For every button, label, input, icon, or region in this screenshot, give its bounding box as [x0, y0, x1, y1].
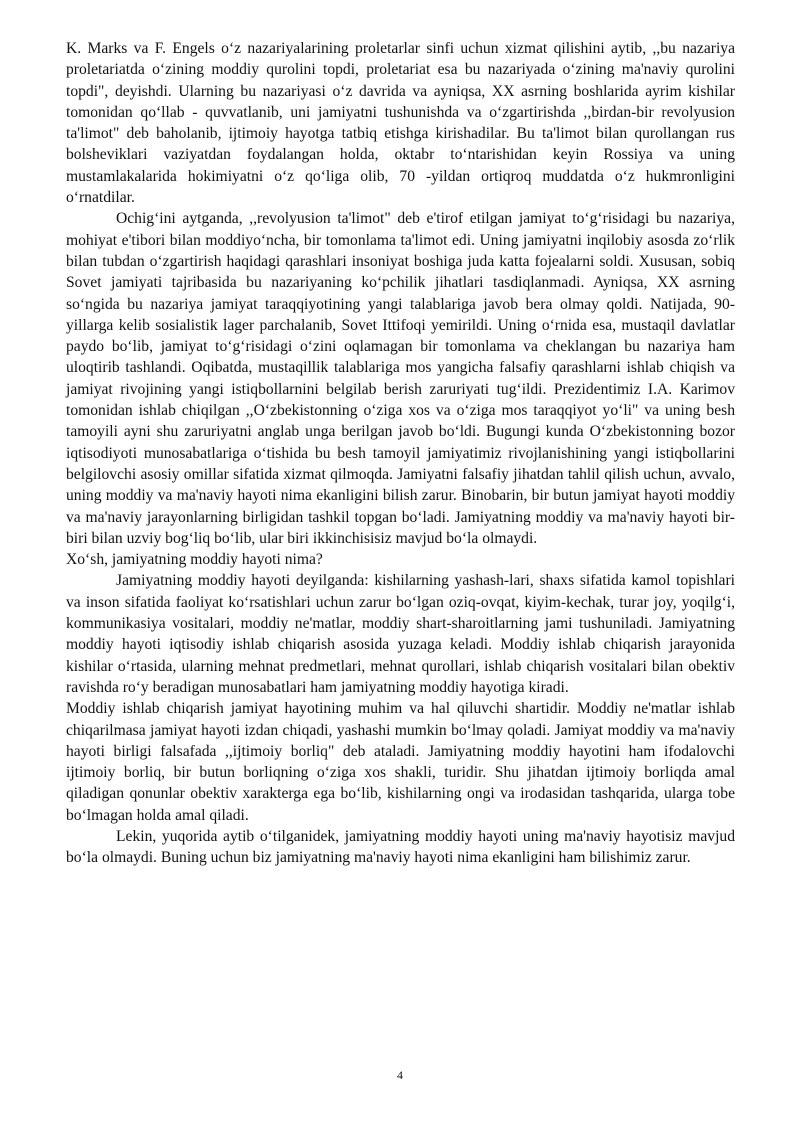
paragraph-5: Lekin, yuqorida aytib o‘tilganidek, jamiyatning moddiy hayoti uning ma'naviy hayotisiz mavjud bo‘la olmaydi. Buning uchun biz jamiyatning ma'naviy hayoti nima ekanligini ham bilishimiz zarur. [66, 827, 735, 867]
paragraph-2: Ochig‘ini aytganda, ,,revolyusion ta'limot" deb e'tirof etilgan jamiyat to‘g‘risidagi bu nazariya, mohiyat e'tibori bilan moddiyo‘ncha, bir tomonlama ta'limot edi. Uning jamiyatni inqilobiy asosda zo‘rlik bilan tubdan o‘zgartirish haqidagi qarashlari insoniyat boshiga juda katta fojealarni soldi. Xususan, sobiq Sovet jamiyati tajribasida bu nazariyaning ko‘pchilik jihatlari tasdiqlanmadi. Ayniqsa, XX asrning so‘ngida bu nazariya jamiyat taraqqiyotining yangi talablariga javob bera olmay qoldi. Natijada, 90-yillarga kelib sosialistik lager parchalanib, Sovet Ittifoqi yemirildi. Uning o‘rnida esa, mustaqil davlatlar paydo bo‘lib, jamiyat to‘g‘risidagi o‘zini oqlamagan bir tomonlama va cheklangan bu nazariya ham uloqtirib tashlandi. Oqibatda, mustaqillik talablariga mos yangicha falsafiy qarashlarni ishlab chiqish va jamiyat rivojining yangi istiqbollarnini belgilab berish zaruriyati tug‘ildi. Prezidentimiz I.A. Karimov tomonidan ishlab chiqilgan ,,O‘zbekistonning o‘ziga xos va o‘ziga mos taraqqiyot yo‘li" va uning besh tamoyili ayni shu zaruriyatni anglab unga berilgan javob bo‘ldi. Bugungi kunda O‘zbekistonning bozor iqtisodiyoti munosabatlariga o‘tishida bu besh tamoyil jamiyatimiz rivojlanishining yangi istiqbollarini belgilovchi asosiy omillar sifatida xizmat qilmoqda. Jamiyatni falsafiy jihatdan tahlil qilish uchun, avvalo, uning moddiy va ma'naviy hayoti nima ekanligini bilish zarur. Binobarin, bir butun jamiyat hayoti moddiy va ma'naviy jarayonlarning birligidan tashkil topgan bo‘ladi. Jamiyatning moddiy va ma'naviy hayoti bir-biri bilan uzviy bog‘liq bo‘lib, ular biri ikkinchisisiz mavjud bo‘la olmaydi. [66, 210, 735, 547]
page-number: 4 [397, 1068, 403, 1082]
document-body [66, 38, 735, 869]
question-heading: Xo‘sh, jamiyatning moddiy hayoti nima? [66, 551, 323, 569]
paragraph-1: K. Marks va F. Engels o‘z nazariyalarining proletarlar sinfi uchun xizmat qilishini aytib, ,,bu nazariya proletariatda o‘zining moddiy qurolini topdi, proletariat esa bu nazariyada o‘zining ma'naviy qurolini topdi", deyishdi. Ularning bu nazariyasi o‘z davrida va ayniqsa, XX asrning boshlarida ayrim kishilar tomonidan qo‘llab - quvvatlanib, uni jamiyatni tushunishda va o‘zgartirishda ,,birdan-bir revolyusion ta'limot" deb baholanib, ijtimoiy hayotga tatbiq etishga kirishadilar. Bu ta'limot bilan qurollangan rus bolsheviklari vaziyatdan foydalangan holda, oktabr to‘ntarishidan keyin Rossiya va uning mustamlakalarida hokimiyatni o‘z qo‘liga olib, 70 -yildan ortiqroq muddatda o‘z hukmronligini o‘rnatdilar. [66, 40, 735, 207]
paragraph-4: Moddiy ishlab chiqarish jamiyat hayotining muhim va hal qiluvchi shartidir. Moddiy ne'matlar ishlab chiqarilmasa jamiyat hayoti izdan chiqadi, yashashi mumkin bo‘lmay qoladi. Jamiyat moddiy va ma'naviy hayoti birligi falsafada ,,ijtimoiy borliq" deb ataladi. Jamiyatning moddiy hayotini ham ifodalovchi ijtimoiy borliq, bir butun borliqning o‘ziga xos shakli, turidir. Shu jihatdan ijtimoiy borliqda amal qiladigan qonunlar obektiv xarakterga ega bo‘lib, kishilarning ongi va irodasidan tashqarida, ularga tobe bo‘lmagan holda amal qiladi. [66, 700, 735, 824]
paragraph-3: Jamiyatning moddiy hayoti deyilganda: kishilarning yashash-lari, shaxs sifatida kamol topishlari va inson sifatida faoliyat ko‘rsatishlari uchun zarur bo‘lgan oziq-ovqat, kiyim-kechak, turar joy, yoqilg‘i, kommunikasiya vositalari, moddiy ne'matlar, moddiy shart-sharoitlarning jami tushuniladi. Jamiyatning moddiy hayoti iqtisodiy ishlab chiqarish asosida yuzaga keladi. Moddiy ishlab chiqarish jarayonida kishilar o‘rtasida, ularning mehnat predmetlari, mehnat qurollari, ishlab chiqarish vositalari bilan obektiv ravishda ro‘y beradigan munosabatlari ham jamiyatning moddiy hayotiga kiradi. [66, 572, 735, 696]
